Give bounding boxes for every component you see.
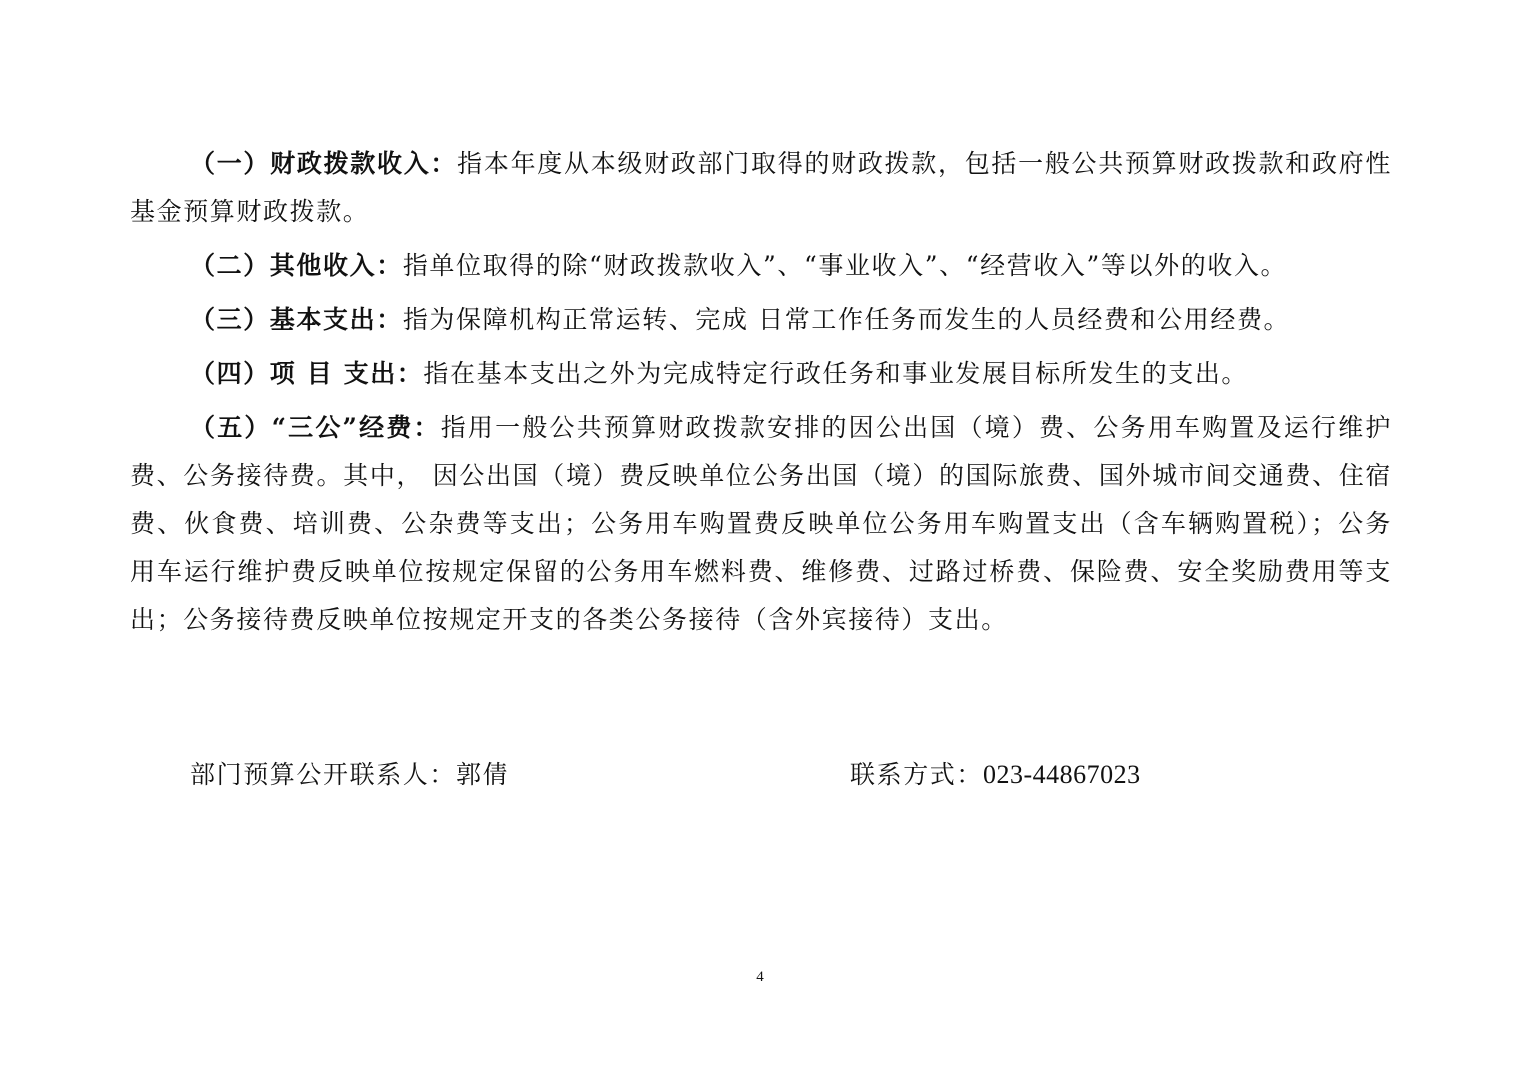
paragraph-project-expenditure (130, 350, 1392, 398)
paragraph-term: （二）其他收入： (190, 251, 403, 280)
contact-person-label: 部门预算公开联系人： (190, 760, 457, 789)
paragraph-text: 指单位取得的除“财政拨款收入”、“事业收入”、“经营收入”等以外的收入。 (402, 251, 1288, 280)
contact-person (190, 757, 509, 793)
document-body (130, 140, 1392, 650)
paragraph-text: 指本年度从本级财政部门取得的财政拨款，包括一般公共预算财政拨款和政府性基金预算财政拨款。 (130, 149, 1392, 226)
page-number: 4 (756, 969, 764, 985)
paragraph-term: （五）“三公”经费： (190, 413, 441, 442)
contact-phone (850, 757, 1141, 793)
paragraph-text: 指用一般公共预算财政拨款安排的因公出国（境）费、公务用车购置及运行维护费、公务接待费。其中， 因公出国（境）费反映单位公务出国（境）的国际旅费、国外城市间交通费、住宿费、伙食费、培训费、公杂费等支出；公务用车购置费反映单位公务用车购置支出（含车辆购置税）；公务用车运行维护费反映单位按规定保留的公务用车燃料费、维修费、过路过桥费、保险费、安全奖励费用等支出；公务接待费反映单位按规定开支的各类公务接待（含外宾接待）支出。 (130, 413, 1392, 634)
paragraph-term: （三）基本支出： (190, 305, 403, 334)
paragraph-other-income (130, 242, 1392, 290)
paragraph-term: （一）财政拨款收入： (190, 149, 458, 178)
contact-person-name: 郭倩 (456, 760, 510, 789)
contact-phone-value: 023-44867023 (983, 760, 1141, 789)
contact-phone-label: 联系方式： (850, 760, 984, 789)
paragraph-three-public-expenses (130, 404, 1392, 644)
paragraph-text: 指在基本支出之外为完成特定行政任务和事业发展目标所发生的支出。 (423, 359, 1249, 388)
paragraph-text: 指为保障机构正常运转、完成 日常工作任务而发生的人员经费和公用经费。 (402, 305, 1291, 334)
paragraph-fiscal-appropriation-income (130, 140, 1392, 236)
paragraph-term: （四）项 目 支出： (190, 359, 424, 388)
paragraph-basic-expenditure (130, 296, 1392, 344)
